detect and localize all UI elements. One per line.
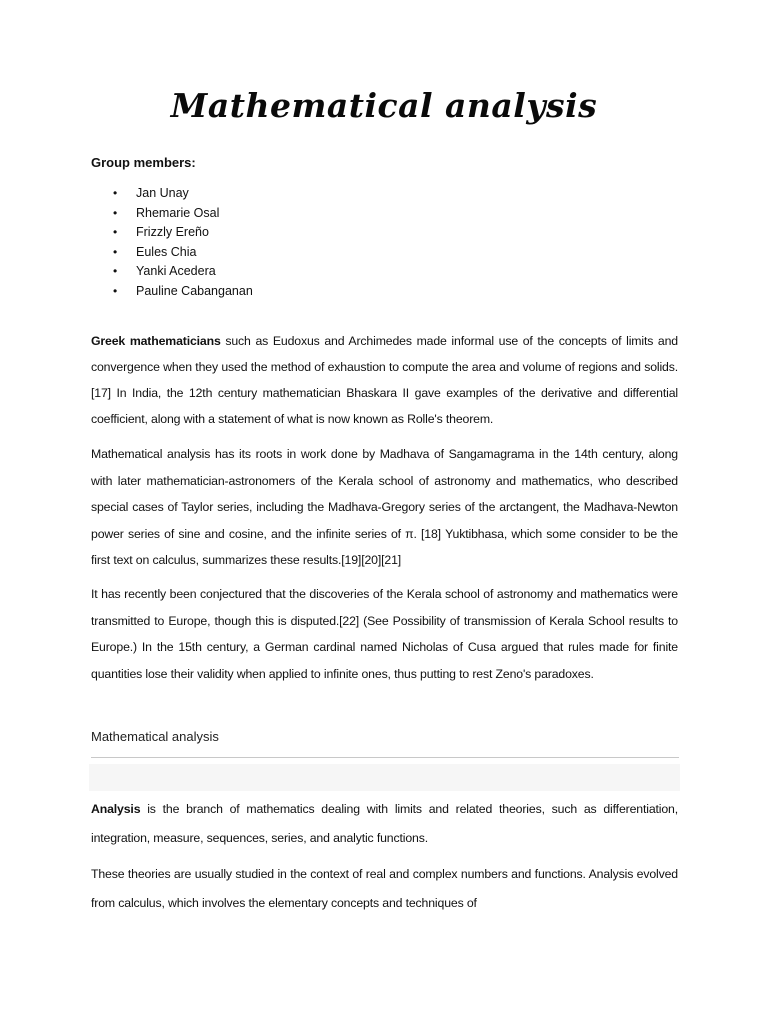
- paragraph-body: is the branch of mathematics dealing with limits and related theories, such as differentiation, integration, measure, sequences, series, and analytic functions.: [91, 802, 678, 845]
- bullet-icon: •: [113, 244, 118, 259]
- paragraph-madhava: Mathematical analysis has its roots in work done by Madhava of Sangamagrama in the 14th century, along with later mathematician-astronomers of the Kerala school of astronomy and mathematics, who described special cases of Taylor series, including the Madhava-Gregory series of the arctangent, the Madhava-Newton power series of sine and cosine, and the infinite series of π. [18] Yuktibhasa, which some consider to be the first text on calculus, summarizes these results.[19][20][21]: [91, 447, 678, 567]
- member-name: Pauline Cabanganan: [136, 283, 253, 298]
- shaded-band: [89, 764, 680, 791]
- bullet-icon: •: [113, 264, 118, 279]
- paragraph-lead: Greek mathematicians: [91, 334, 221, 348]
- paragraph-lead: Analysis: [91, 802, 141, 816]
- member-name: Yanki Acedera: [136, 264, 216, 279]
- list-item: [91, 243, 253, 263]
- list-item: [91, 262, 253, 282]
- paragraph-kerala-school: It has recently been conjectured that the discoveries of the Kerala school of astronomy and mathematics were transmitted to Europe, though this is disputed.[22] (See Possibility of transmission of Kerala School results to Europe.) In the 15th century, a German cardinal named Nicholas of Cusa argued that rules made for finite quantities lose their validity when applied to infinite ones, thus putting to rest Zeno's paradoxes.: [91, 587, 678, 681]
- bullet-icon: •: [113, 186, 118, 200]
- paragraph-theories: These theories are usually studied in the context of real and complex numbers and functions. Analysis evolved from calculus, which involves the elementary concepts and techniques of: [91, 867, 678, 910]
- member-name: Rhemarie Osal: [136, 205, 220, 220]
- paragraph-body: such as Eudoxus and Archimedes made informal use of the concepts of limits and convergence when they used the method of exhaustion to compute the area and volume of regions and solids.[17] In India, the 12th century mathematician Bhaskara II gave examples of the derivative and differential coefficient, along with a statement of what is now known as Rolle's theorem.: [91, 334, 678, 426]
- paragraph-analysis-definition: [91, 795, 678, 853]
- group-members-label: Group members:: [91, 155, 196, 170]
- bullet-icon: •: [113, 205, 118, 220]
- list-item: [91, 184, 253, 204]
- list-item: [91, 223, 253, 243]
- bullet-icon: •: [113, 225, 118, 240]
- bullet-icon: •: [113, 283, 118, 298]
- section-heading: Mathematical analysis: [91, 729, 219, 744]
- member-name: Frizzly Ereño: [136, 225, 209, 240]
- list-item: [91, 282, 253, 302]
- member-name: Eules Chia: [136, 244, 197, 259]
- document-title: Mathematical analysis: [170, 86, 598, 125]
- member-name: Jan Unay: [136, 186, 189, 200]
- group-members-list: [91, 184, 253, 302]
- list-item: [91, 204, 253, 224]
- paragraph-greek-mathematicians: [91, 328, 678, 432]
- section-divider: [91, 757, 679, 758]
